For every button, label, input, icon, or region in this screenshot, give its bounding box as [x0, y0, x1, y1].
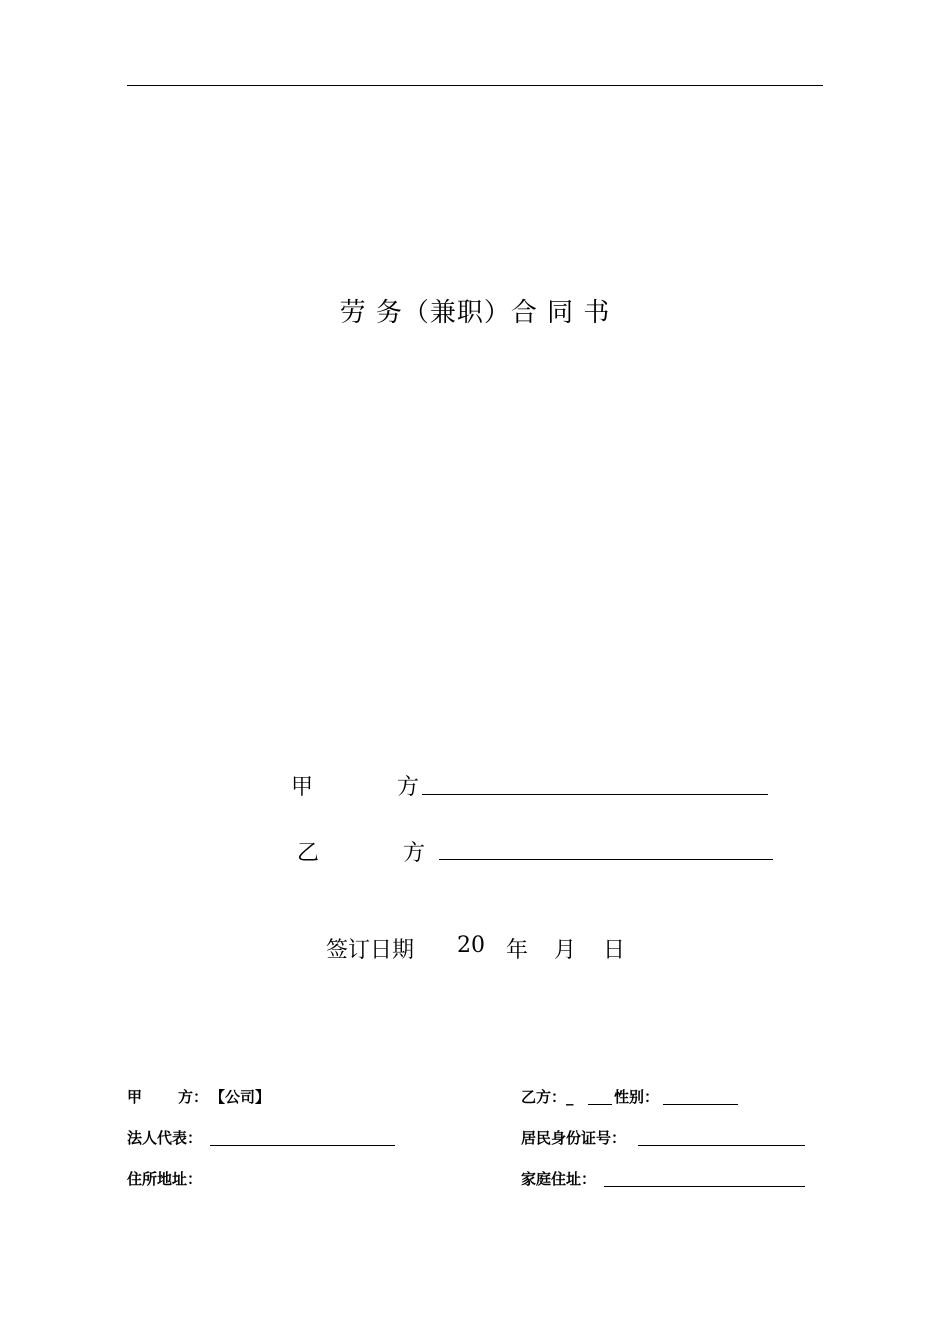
address-label: 住所地址：	[127, 1170, 203, 1188]
home-address-label: 家庭住址：	[521, 1170, 597, 1188]
detail-party-a-colon: 方：	[178, 1088, 209, 1106]
sign-year-prefix: 20	[457, 933, 485, 958]
party-a-suffix: 方	[397, 775, 420, 800]
detail-party-a-value: 【公司】	[210, 1088, 271, 1106]
home-address-underline	[604, 1186, 805, 1187]
gender-underline	[663, 1104, 738, 1105]
gender-label: 性别：	[614, 1088, 660, 1106]
sign-date-label: 签订日期	[326, 938, 415, 963]
month-label: 月	[554, 938, 577, 963]
id-number-label: 居民身份证号：	[521, 1129, 627, 1147]
day-label: 日	[603, 938, 626, 963]
legal-rep-underline	[210, 1145, 395, 1146]
party-b-name-underline	[588, 1104, 612, 1105]
detail-party-b-label: 乙方：_	[521, 1088, 574, 1106]
party-b-suffix: 方	[403, 841, 426, 866]
party-a-label: 甲	[291, 775, 314, 800]
id-number-underline	[638, 1145, 805, 1146]
detail-party-a-label: 甲	[127, 1088, 143, 1106]
year-label: 年	[506, 938, 529, 963]
party-a-underline	[422, 794, 768, 795]
party-b-underline	[439, 859, 773, 860]
header-rule	[127, 85, 823, 86]
party-b-label: 乙	[297, 841, 320, 866]
document-title: 劳 务（兼职）合 同 书	[339, 298, 611, 328]
legal-rep-label: 法人代表：	[127, 1129, 203, 1147]
